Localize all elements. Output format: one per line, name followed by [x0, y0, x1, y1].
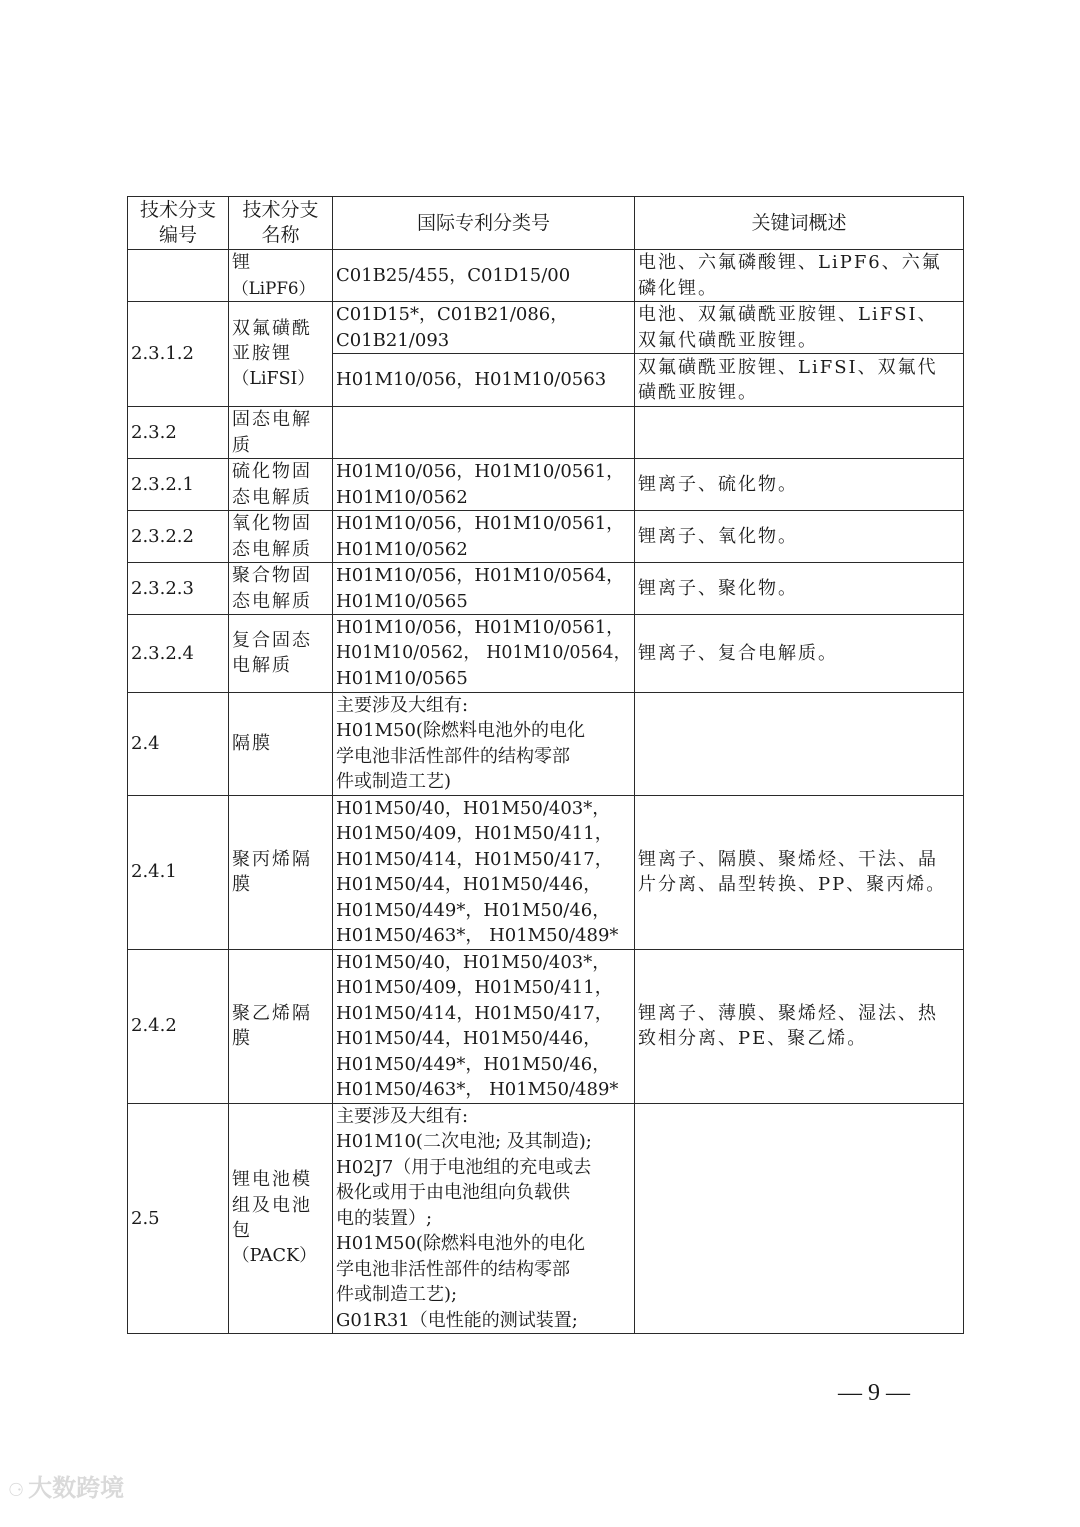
cell-keywords	[635, 407, 964, 459]
cell-branch-name	[229, 302, 333, 407]
cell-line: C01B21/093	[336, 329, 450, 351]
cell-line: 锂离子、复合电解质。	[638, 642, 838, 664]
cell-line: 2.3.2	[131, 421, 177, 443]
cell-branch-name	[229, 511, 333, 563]
cell-line: H01M10/0562	[336, 486, 468, 508]
cell-branch-name	[229, 949, 333, 1103]
cell-line: 学电池非活性部件的结构零部	[336, 745, 570, 767]
cell-line: 电池、双氟磺酰亚胺锂、LiFSI、	[638, 304, 938, 325]
cell-line: 膜	[232, 874, 252, 895]
cell-line: 2.3.2.4	[131, 642, 194, 664]
watermark	[8, 1468, 124, 1503]
cell-line: 学电池非活性部件的结构零部	[336, 1258, 570, 1280]
cell-line: C01B25/455，C01D15/00	[336, 264, 571, 286]
cell-line: 包	[232, 1220, 252, 1242]
cell-line: H01M10/056，H01M10/0563	[336, 369, 607, 391]
cell-ipc	[333, 1103, 635, 1334]
cell-keywords	[635, 354, 964, 407]
cell-keywords	[635, 302, 964, 354]
cell-keywords	[635, 250, 964, 302]
cell-branch-name	[229, 795, 333, 949]
cell-line: 组及电池	[232, 1194, 312, 1216]
table-row	[128, 615, 964, 693]
cell-branch-name	[229, 692, 333, 795]
cell-line: 2.3.1.2	[131, 343, 194, 365]
cell-branch-name	[229, 250, 333, 302]
cell-line: 磷化锂。	[638, 277, 718, 299]
cell-line: 态电解质	[232, 486, 312, 508]
cell-ipc	[333, 511, 635, 563]
cell-line: H01M50/414，H01M50/417，	[336, 848, 613, 870]
cell-line: 膜	[232, 1028, 252, 1049]
cell-line: H01M50/414，H01M50/417，	[336, 1002, 613, 1024]
cell-line: H01M10/0562， H01M10/0564，	[336, 642, 632, 663]
cell-line: 聚合物固	[232, 565, 312, 586]
cell-line: 氧化物固	[232, 513, 312, 534]
cell-line: H01M10/0565	[336, 590, 468, 612]
cell-line: 硫化物固	[232, 461, 312, 482]
header-line: 技术分支	[139, 199, 216, 221]
table-row	[128, 795, 964, 949]
header-ipc	[333, 197, 635, 250]
cell-ipc	[333, 795, 635, 949]
cell-keywords	[635, 1103, 964, 1334]
cell-keywords	[635, 795, 964, 949]
cell-line: 主要涉及大组有:	[336, 694, 469, 716]
cell-line: 磺酰亚胺锂。	[638, 382, 758, 403]
cell-line: H01M10/0562	[336, 538, 468, 560]
logo-icon: ⚆	[8, 1480, 25, 1501]
cell-line: 双氟磺酰	[232, 317, 312, 339]
cell-line: 质	[232, 434, 252, 456]
cell-branch-number	[128, 250, 229, 302]
cell-line: H01M50/44，H01M50/446，	[336, 874, 602, 895]
cell-line: C01D15*，C01B21/086，	[336, 304, 569, 325]
cell-branch-name	[229, 459, 333, 511]
cell-keywords	[635, 949, 964, 1103]
cell-line: H01M10/0565	[336, 668, 468, 689]
cell-line: H01M50/40，H01M50/403*，	[336, 797, 611, 819]
cell-line: 2.5	[131, 1207, 160, 1229]
cell-branch-name	[229, 1103, 333, 1334]
cell-ipc	[333, 407, 635, 459]
cell-line: 态电解质	[232, 538, 312, 560]
table-row	[128, 302, 964, 354]
cell-line: 锂离子、薄膜、聚烯烃、湿法、热	[638, 1002, 938, 1024]
cell-line: H01M10(二次电池; 及其制造);	[336, 1131, 592, 1152]
cell-line: 致相分离、PE、聚乙烯。	[638, 1028, 868, 1049]
cell-line: H01M10/056，H01M10/0564，	[336, 565, 625, 586]
cell-line: H01M50/463*， H01M50/489*	[336, 925, 619, 946]
cell-line: 态电解质	[232, 590, 312, 612]
cell-branch-number	[128, 407, 229, 459]
cell-ipc	[333, 250, 635, 302]
cell-line: H01M50(除燃料电池外的电化	[336, 720, 585, 741]
cell-line: 锂离子、氧化物。	[638, 525, 798, 547]
table-row	[128, 407, 964, 459]
cell-line: 锂离子、硫化物。	[638, 473, 798, 495]
cell-line: H01M50/44，H01M50/446，	[336, 1028, 602, 1049]
cell-line: H01M50/409，H01M50/411，	[336, 977, 613, 998]
cell-line: H01M50/40，H01M50/403*，	[336, 951, 611, 973]
header-branch-number	[128, 197, 229, 250]
cell-line: 锂电池模	[232, 1169, 312, 1191]
cell-branch-name	[229, 563, 333, 615]
cell-keywords	[635, 511, 964, 563]
cell-line: H01M10/056，H01M10/0561，	[336, 617, 625, 638]
cell-line: G01R31（电性能的测试装置;	[336, 1309, 578, 1331]
cell-ipc	[333, 692, 635, 795]
cell-line: 主要涉及大组有:	[336, 1105, 469, 1127]
cell-line: 双氟磺酰亚胺锂、LiFSI、双氟代	[638, 356, 938, 378]
cell-line: 亚胺锂	[232, 343, 292, 365]
cell-line: 2.3.2.1	[131, 473, 194, 495]
cell-branch-name	[229, 407, 333, 459]
cell-branch-number	[128, 795, 229, 949]
cell-line: 2.4	[131, 732, 160, 754]
cell-line: H01M50/463*， H01M50/489*	[336, 1079, 619, 1100]
table-row	[128, 563, 964, 615]
cell-line: 2.4.1	[131, 861, 177, 883]
cell-ipc	[333, 615, 635, 693]
cell-branch-number	[128, 459, 229, 511]
cell-branch-number	[128, 692, 229, 795]
cell-branch-number	[128, 302, 229, 407]
cell-ipc	[333, 563, 635, 615]
cell-line: 电的装置）;	[336, 1207, 433, 1229]
cell-line: H01M10/056，H01M10/0561，	[336, 461, 625, 482]
watermark-text: 大数跨境	[28, 1474, 125, 1502]
header-line: 名称	[261, 224, 300, 246]
cell-line: 件或制造工艺);	[336, 1284, 458, 1305]
header-line: 关键词概述	[751, 211, 847, 234]
table-header-row	[128, 197, 964, 250]
cell-ipc	[333, 302, 635, 354]
cell-line: H02J7（用于电池组的充电或去	[336, 1156, 592, 1178]
cell-line: 2.3.2.2	[131, 525, 194, 547]
header-line: 技术分支	[242, 199, 319, 221]
cell-branch-name	[229, 615, 333, 693]
cell-branch-number	[128, 511, 229, 563]
cell-branch-number	[128, 615, 229, 693]
header-branch-name	[229, 197, 333, 250]
cell-keywords	[635, 692, 964, 795]
cell-line: 电池、六氟磷酸锂、LiPF6、六氟	[638, 252, 942, 273]
table-row	[128, 949, 964, 1103]
cell-ipc	[333, 459, 635, 511]
cell-line: H01M50(除燃料电池外的电化	[336, 1233, 585, 1254]
cell-ipc	[333, 949, 635, 1103]
table-row	[128, 250, 964, 302]
table-row	[128, 511, 964, 563]
cell-line: H01M50/449*，H01M50/46，	[336, 1053, 611, 1075]
header-line: 国际专利分类号	[416, 211, 550, 234]
cell-keywords	[635, 459, 964, 511]
cell-branch-number	[128, 949, 229, 1103]
cell-keywords	[635, 615, 964, 693]
classification-table	[127, 196, 964, 1334]
table-row	[128, 1103, 964, 1334]
cell-line: 聚乙烯隔	[232, 1002, 312, 1024]
cell-line: 锂离子、聚化物。	[638, 577, 798, 599]
cell-line: 锂离子、隔膜、聚烯烃、干法、晶	[638, 848, 938, 870]
cell-branch-number	[128, 1103, 229, 1334]
cell-keywords	[635, 563, 964, 615]
cell-line: 片分离、晶型转换、PP、聚丙烯。	[638, 874, 947, 895]
cell-line: （LiFSI）	[232, 368, 315, 389]
cell-line: H01M50/449*，H01M50/46，	[336, 899, 611, 921]
cell-line: 极化或用于由电池组向负载供	[336, 1182, 570, 1203]
cell-line: （PACK）	[232, 1245, 317, 1266]
cell-line: 件或制造工艺)	[336, 771, 452, 792]
table-row	[128, 692, 964, 795]
cell-line: 2.4.2	[131, 1015, 177, 1037]
cell-line: 聚丙烯隔	[232, 848, 312, 870]
cell-line: H01M10/056，H01M10/0561，	[336, 513, 625, 534]
header-line: 编号	[158, 224, 197, 246]
page-number: — 9 —	[838, 1380, 910, 1406]
header-keywords	[635, 197, 964, 250]
cell-line: 固态电解	[232, 409, 312, 430]
cell-line: 双氟代磺酰亚胺锂。	[638, 329, 818, 351]
cell-line: 复合固态	[232, 629, 312, 651]
cell-line: 隔膜	[232, 732, 272, 754]
cell-line: 2.3.2.3	[131, 577, 194, 599]
table-row	[128, 459, 964, 511]
cell-line: 电解质	[232, 655, 292, 677]
cell-ipc	[333, 354, 635, 407]
cell-branch-number	[128, 563, 229, 615]
cell-line: （LiPF6）	[232, 277, 316, 298]
cell-line: H01M50/409，H01M50/411，	[336, 823, 613, 844]
cell-line: 锂	[232, 252, 252, 273]
